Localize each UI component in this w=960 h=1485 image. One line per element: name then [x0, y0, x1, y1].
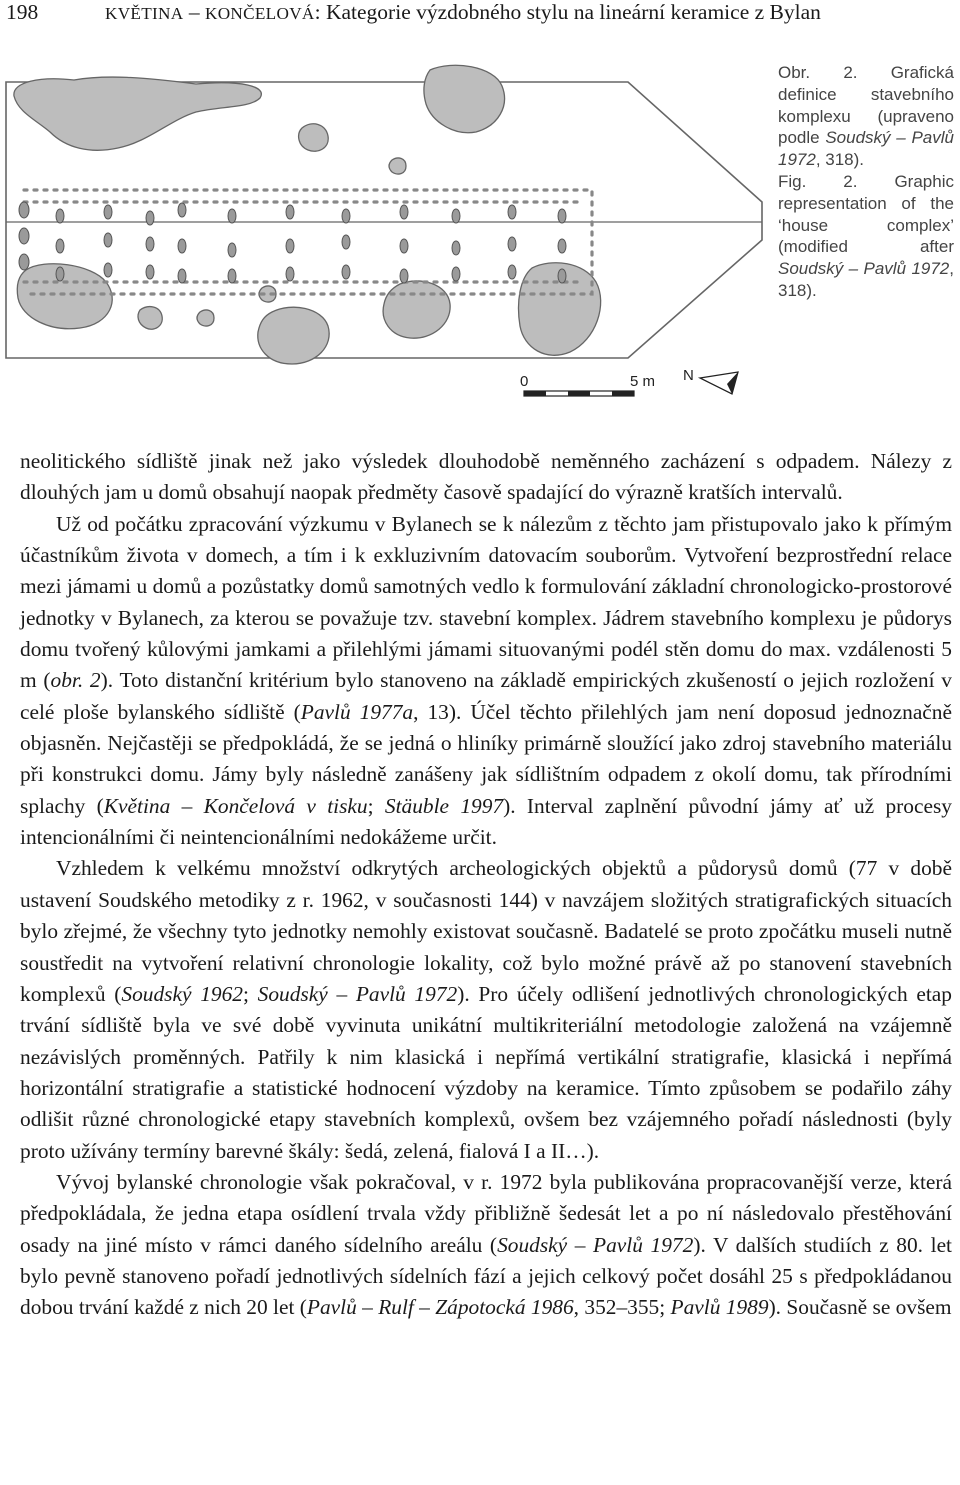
running-header [6, 0, 956, 26]
author-1: KVĚTINA [105, 4, 184, 23]
running-title: KVĚTINA – KONČELOVÁ: Kategorie výzdobného stylu na lineární keramice z Bylan [105, 0, 821, 24]
body-text [20, 446, 952, 1324]
post-holes [19, 202, 566, 283]
paragraph-1: neolitického sídliště jinak než jako výsledek dlouhodobě neměnného zacházení s odpadem. Nálezy z dlouhých jam u domů obsahují naopak předměty časově spadající do výrazně kratších intervalů. [20, 449, 952, 505]
figure-house-complex [0, 50, 770, 410]
scale-bar [520, 373, 655, 396]
paragraph-3: Vzhledem k velkému množství odkrytých archeologických objektů a půdorysů domů (77 v době ustavení Soudského metodiky z r. 1962, v současnosti 144) v navzájem složitých stratigrafických situacích bylo zřejmé, že všechny tyto jednotky nemohly existovat současně. Badatelé se proto zpočátku museli nutně soustředit na vytvoření relativní chronologie lokality, což bylo možné právě až po stanovení stavebních komplexů (Soudský 1962; Soudský – Pavlů 1972). Pro účely odlišení jednotlivých chronologických etap trvání sídliště byla ve své době vyvinuta unikátní multikriteriální metodologie založená na vzájemně nezávislých proměnných. Patřily k nim klasická i nepřímá vertikální stratigrafie, klasická i nepřímá horizontální stratigrafie a statistické hodnocení výzdoby na keramice. Tímto způsobem se podařilo záhy odlišit různé chronologické etapy stavebních komplexů, ovšem bez vzájemného pořadí následnosti (byly proto užívány termíny barevné škály: šedá, zelená, fialová I a II…). [20, 856, 952, 1163]
figure-caption [778, 62, 954, 302]
author-2: KONČELOVÁ [204, 4, 315, 23]
paragraph-2: Už od počátku zpracování výzkumu v Bylanech se k nálezům z těchto jam přistupovalo jako k přímým účastníkům života v domech, a tím i k exkluzivním datovacím souborům. Vytvoření bezprostřední relace mezi jámami u domů a pozůstatky domů samotných vedlo k formulování základní chronologicko-prostorové jednotky v Bylanech, za kterou se považuje tzv. stavební komplex. Jádrem stavebního komplexu je půdorys domu tvořený kůlovými jamkami a přilehlými jámami situovanými podél stěn domu do max. vzdálenosti 5 m (obr. 2). Toto distanční kritérium bylo stanoveno na základě empirických zkušeností o jejich rozložení v celé ploše bylanského sídliště (Pavlů 1977a, 13). Účel těchto přilehlých jam není doposud jednoznačně objasněn. Nejčastěji se předpokládá, že se jedná o hliníky primárně sloužící jako zdroj stavebního materiálu při konstrukci domu. Jámy byly následně zanášeny jak sídlištním odpadem z okolí domu, tak přírodními splachy (Květina – Končelová v tisku; Stäuble 1997). Interval zaplnění původní jámy ať už procesy intencionálními či neintencionálními nedokážeme určit. [20, 511, 952, 850]
north-arrow-icon [683, 367, 738, 394]
scale-zero-label: 0 [520, 373, 529, 390]
page-number: 198 [6, 0, 39, 24]
paragraph-4: Vývoj bylanské chronologie však pokračoval, v r. 1972 byla publikována propracovanější verze, která předpokládala, že jedna etapa osídlení trvala vždy přibližně šedesát let a po ní následovalo přestěhování osady na jiné místo v rámci daného sídelního areálu (Soudský – Pavlů 1972). V dalších studiích z 80. let bylo pevně stanoveno pořadí jednotlivých sídelních fází a jejich celkový počet dosáhl 25 s předpokládanou dobou trvání každé z nich 20 let (Pavlů – Rulf – Zápotocká 1986, 352–355; Pavlů 1989). Současně se ovšem [20, 1169, 953, 1320]
scale-five-label: 5 m [630, 373, 656, 390]
caption-czech: Obr. 2. Grafická definice stavebního komplexu (upraveno podle Soudský – Pavlů 1972, 318). [778, 63, 954, 170]
north-label: N [683, 367, 694, 384]
house-complex-plan [0, 50, 770, 410]
caption-english: Fig. 2. Graphic representation of the ‘house complex’ (modified after Soudský – Pavlů 1972, 318). [778, 171, 954, 300]
article-title: : Kategorie výzdobného stylu na lineární keramice z Bylan [314, 0, 821, 24]
